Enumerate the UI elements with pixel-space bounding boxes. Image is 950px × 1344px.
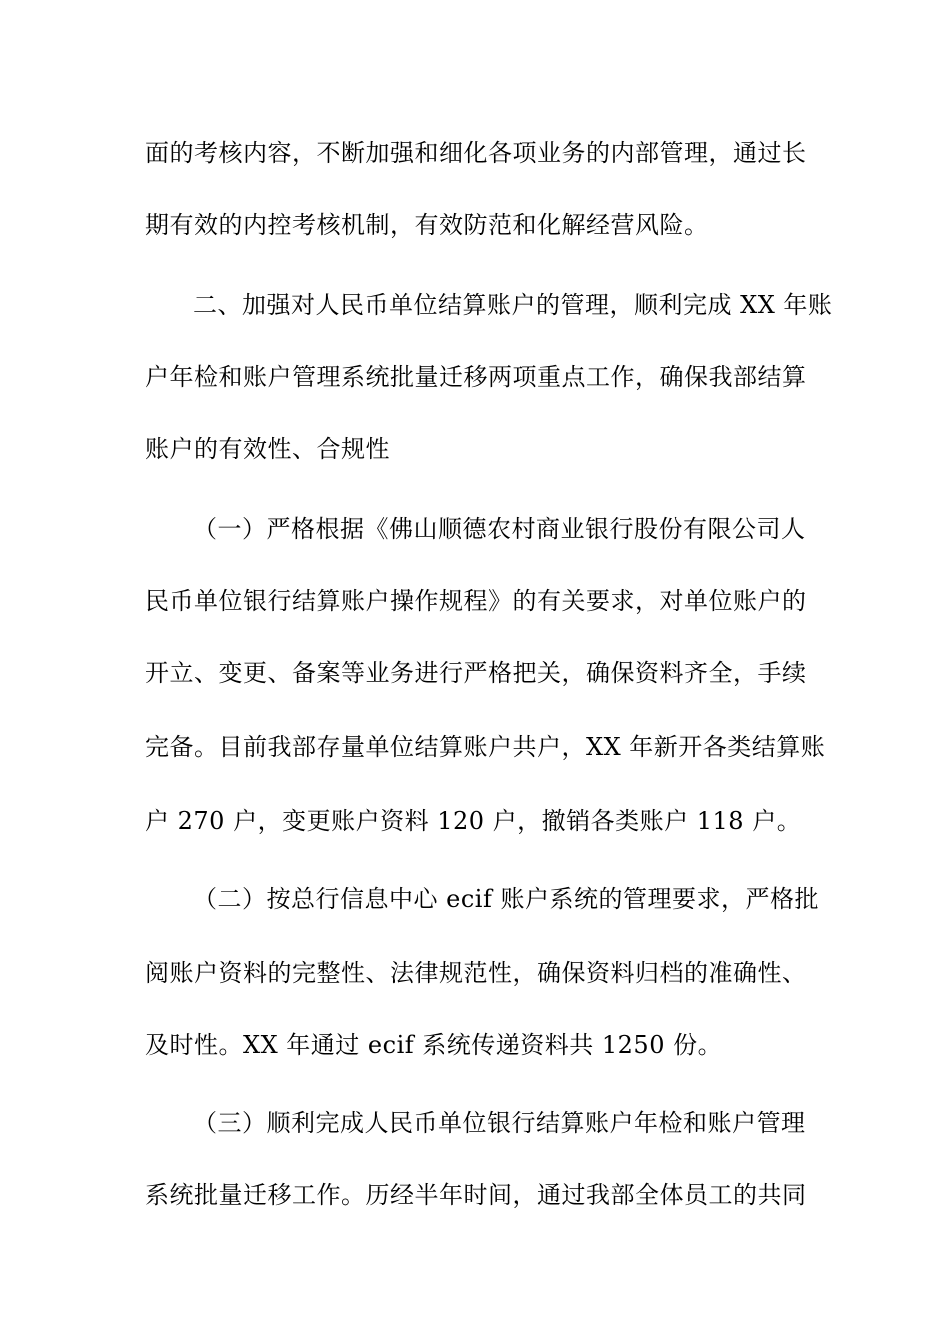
paragraph-line: 户 270 户，变更账户资料 120 户，撤销各类账户 118 户。 <box>145 807 802 835</box>
paragraph-line: 及时性。XX 年通过 ecif 系统传递资料共 1250 份。 <box>145 1031 723 1059</box>
paragraph-line: 系统批量迁移工作。历经半年时间，通过我部全体员工的共同 <box>145 1181 807 1209</box>
section-heading-line: 账户的有效性、合规性 <box>145 435 390 463</box>
paragraph-line: 开立、变更、备案等业务进行严格把关，确保资料齐全，手续 <box>145 659 807 687</box>
paragraph-line: 阅账户资料的完整性、法律规范性，确保资料归档的准确性、 <box>145 959 807 987</box>
paragraph-line: （二）按总行信息中心 ecif 账户系统的管理要求，严格批 <box>193 885 819 913</box>
paragraph-line: （一）严格根据《佛山顺德农村商业银行股份有限公司人 <box>193 515 806 543</box>
paragraph-line: 期有效的内控考核机制，有效防范和化解经营风险。 <box>145 211 709 239</box>
paragraph-line: 完备。目前我部存量单位结算账户共户，XX 年新开各类结算账 <box>145 733 826 761</box>
section-heading-line: 二、加强对人民币单位结算账户的管理，顺利完成 XX 年账 <box>193 291 833 319</box>
section-heading-line: 户年检和账户管理系统批量迁移两项重点工作，确保我部结算 <box>145 363 807 391</box>
paragraph-line: 面的考核内容，不断加强和细化各项业务的内部管理，通过长 <box>145 139 807 167</box>
paragraph-line: 民币单位银行结算账户操作规程》的有关要求，对单位账户的 <box>145 587 807 615</box>
paragraph-line: （三）顺利完成人民币单位银行结算账户年检和账户管理 <box>193 1109 806 1137</box>
